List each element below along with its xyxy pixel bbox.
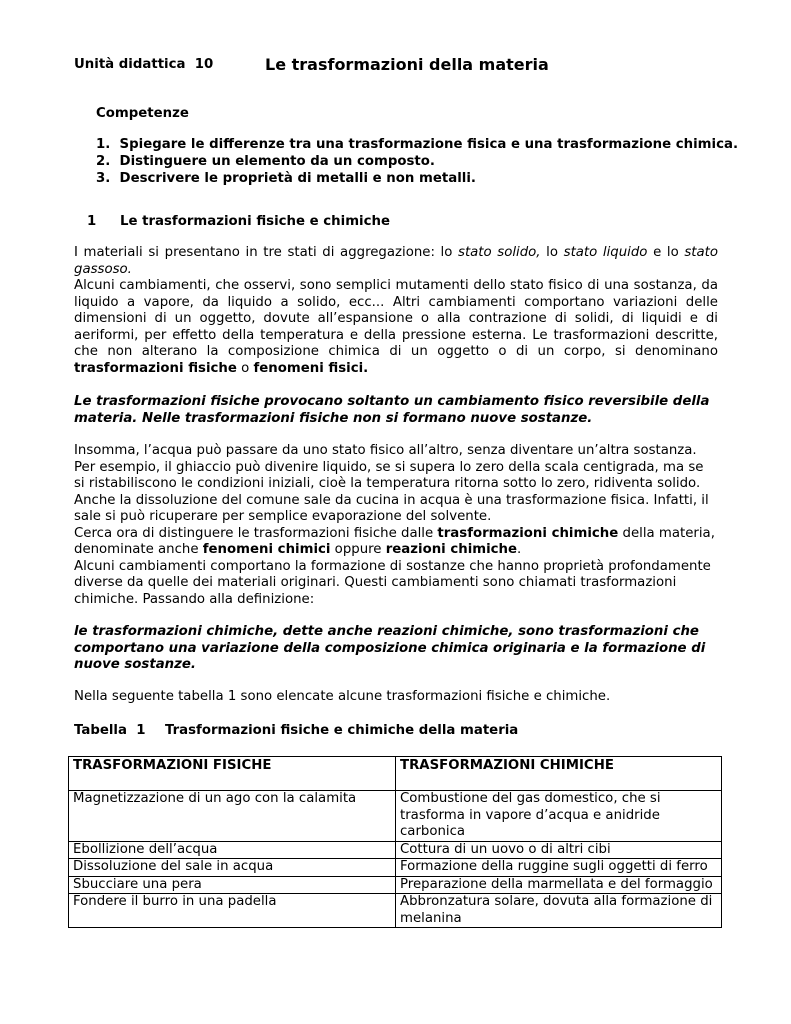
table-cell: Fondere il burro in una padella xyxy=(69,894,396,928)
definition-chemical: le trasformazioni chimiche, dette anche reazioni chimiche, sono trasformazioni che comportano una variazione della composizione chimica originaria e la formazione di nuove sostanze. xyxy=(74,624,706,672)
table-row xyxy=(69,859,722,877)
table-cell: Dissoluzione del sale in acqua xyxy=(69,859,396,877)
competenze-list xyxy=(96,136,756,187)
table-cell: Combustione del gas domestico, che si trasforma in vapore d’acqua e anidride carbonica xyxy=(396,791,722,842)
table-cell: Magnetizzazione di un ago con la calamita xyxy=(69,791,396,842)
definition-physical: Le trasformazioni fisiche provocano soltanto un cambiamento fisico reversibile della materia. Nelle trasformazioni fisiche non si formano nuove sostanze. xyxy=(74,394,710,426)
table-row xyxy=(69,791,722,842)
section-number: 1 xyxy=(87,214,97,229)
table-row xyxy=(69,876,722,894)
table-intro: Nella seguente tabella 1 sono elencate alcune trasformazioni fisiche e chimiche. xyxy=(74,689,611,704)
unit-label: Unità didattica 10 xyxy=(74,57,214,72)
page-title: Le trasformazioni della materia xyxy=(265,55,549,74)
table-cell: Cottura di un uovo o di altri cibi xyxy=(396,841,722,859)
table-cell: Abbronzatura solare, dovuta alla formazione di melanina xyxy=(396,894,722,928)
section-title: Le trasformazioni fisiche e chimiche xyxy=(120,214,390,229)
table-header-cell: TRASFORMAZIONI FISICHE xyxy=(69,757,396,791)
competenza-item: 1. Spiegare le differenze tra una trasformazione fisica e una trasformazione chimica. xyxy=(96,137,739,152)
table-row xyxy=(69,841,722,859)
table-header-row xyxy=(69,757,722,791)
table-cell: Sbucciare una pera xyxy=(69,876,396,894)
table-header-cell: TRASFORMAZIONI CHIMICHE xyxy=(396,757,722,791)
paragraph-examples: Insomma, l’acqua può passare da uno stato fisico all’altro, senza diventare un’altra sostanza. Per esempio, il ghiaccio può divenire liquido, se si supera lo zero della scala centigrada, ma se si ristabiliscono le condizioni iniziali, cioè la temperatura ritorna sotto lo zero, ridiventa solido. Anche la dissoluzione del comune sale da cucina in acqua è una trasformazione fisica. Infatti, il sale si può ricuperare per semplice evaporazione del solvente. Cerca ora di distinguere le trasformazioni fisiche dalle trasformazioni chimiche della materia, denominate anche fenomeni chimici oppure reazioni chimiche. Alcuni cambiamenti comportano la formazione di sostanze che hanno proprietà profondamente diverse da quelle dei materiali originari. Questi cambiamenti sono chiamati trasformazioni chimiche. Passando alla definizione: xyxy=(74,443,715,607)
table-cell: Preparazione della marmellata e del formaggio xyxy=(396,876,722,894)
competenze-title: Competenze xyxy=(96,106,189,121)
table-cell: Ebollizione dell’acqua xyxy=(69,841,396,859)
table-label: Tabella 1 xyxy=(74,723,146,738)
table-caption: Trasformazioni fisiche e chimiche della materia xyxy=(165,723,519,738)
table-row xyxy=(69,894,722,928)
table-cell: Formazione della ruggine sugli oggetti di ferro xyxy=(396,859,722,877)
competenza-item: 2. Distinguere un elemento da un composto. xyxy=(96,154,435,169)
paragraph-intro: I materiali si presentano in tre stati di aggregazione: lo stato solido, lo stato liquido e lo stato gassoso. Alcuni cambiamenti, che osservi, sono semplici mutamenti dello stato fisico di una sostanza, da liquido a vapore, da liquido a solido, ecc... Altri cambiamenti comportano variazioni delle dimensioni di un oggetto, dovute all’espansione o alla contrazione di solidi, di liquidi e di aeriformi, per effetto della temperatura e della pressione esterna. Le trasformazioni descritte, che non alterano la composizione chimica di un oggetto o di un corpo, si denominano trasformazioni fisiche o fenomeni fisici. xyxy=(74,245,718,376)
transformations-table xyxy=(68,756,722,928)
competenza-item: 3. Descrivere le proprietà di metalli e non metalli. xyxy=(96,171,476,186)
